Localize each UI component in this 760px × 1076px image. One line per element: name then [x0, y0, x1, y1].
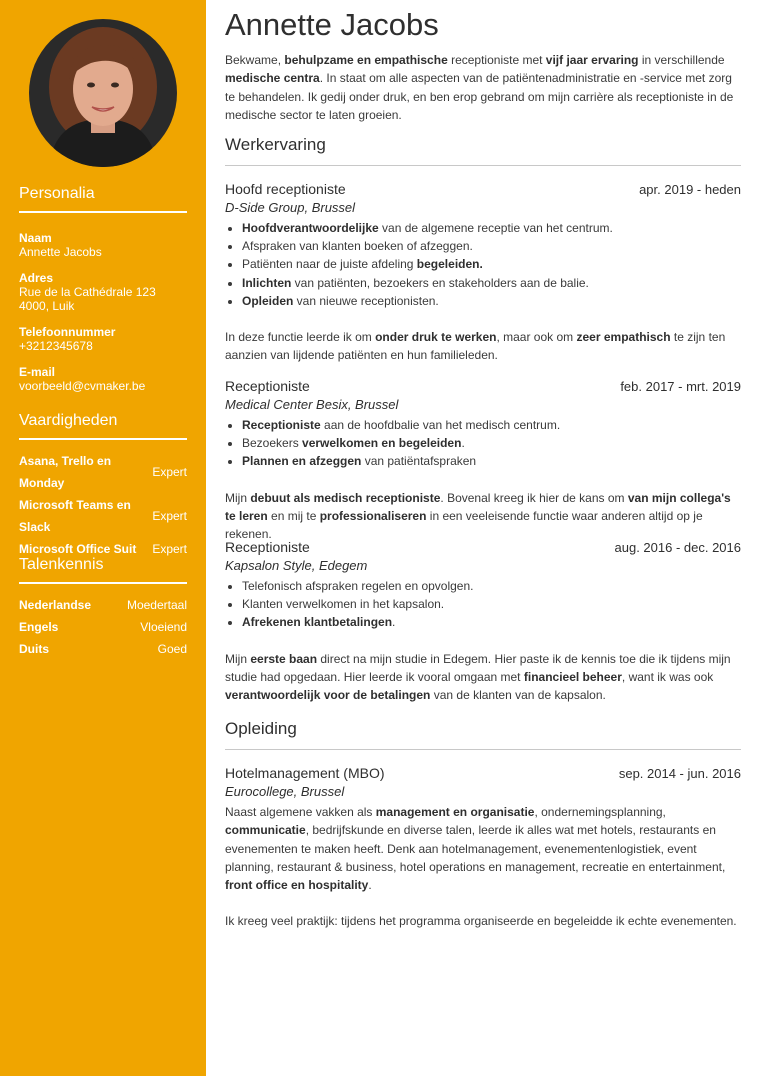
phone-value: +3212345678	[19, 339, 93, 353]
language-item	[19, 616, 187, 638]
languages-section	[19, 556, 187, 660]
job-bullets	[225, 416, 741, 471]
language-level: Vloeiend	[140, 620, 187, 634]
address-line1: Rue de la Cathédrale 123	[19, 285, 156, 299]
email-value: voorbeeld@cvmaker.be	[19, 379, 146, 393]
list-item: • Afspraken van klanten boeken of afzeggen.	[242, 237, 741, 255]
job-company: Medical Center Besix, Brussel	[225, 397, 399, 412]
experience-heading: Werkervaring	[225, 135, 741, 166]
address-label: Adres	[19, 271, 54, 285]
job-title: Receptioniste	[225, 378, 310, 394]
language-name: Engels	[19, 620, 59, 634]
name-label: Naam	[19, 231, 52, 245]
skills-heading: Vaardigheden	[19, 412, 187, 440]
skill-item	[19, 494, 187, 538]
job-date: feb. 2017 - mrt. 2019	[620, 379, 741, 394]
language-name: Duits	[19, 642, 49, 656]
education-description: Naast algemene vakken als management en organisatie, ondernemingsplanning, communicatie, bedrijfskunde en diverse talen, leerde ik alles wat met hotels, restaurants en evenementen te maken heeft. Denk aan hotelmanagement, evenementenlogistiek, event planning, restaurant & business, hotel operations en management, recreatie en entertainment, front office en hospitality.	[225, 805, 726, 893]
list-item: • Afrekenen klantbetalingen.	[242, 613, 741, 631]
job-description: Mijn eerste baan direct na mijn studie in Edegem. Hier paste ik de kennis toe die ik tijdens mijn studie had opgedaan. Hier leerde ik vooral omgaan met financieel beheer, want ik was ook verantwoordelijk voor de betalingen van de klanten van de kapsalon.	[225, 651, 731, 703]
list-item: • Inlichten van patiënten, bezoekers en stakeholders aan de balie.	[242, 274, 741, 292]
skill-level: Expert	[152, 542, 187, 556]
profile-photo	[29, 19, 177, 167]
skill-name: Microsoft Office Suit	[19, 542, 137, 556]
list-item: • Patiënten naar de juiste afdeling begeleiden.	[242, 255, 741, 273]
sidebar	[0, 0, 206, 1076]
job-entry	[225, 181, 741, 365]
skill-name: Microsoft Teams en Slack	[19, 498, 131, 534]
skill-name: Asana, Trello en Monday	[19, 454, 112, 490]
education-entry	[225, 765, 741, 931]
page-title: Annette Jacobs	[225, 7, 439, 42]
skills-section	[19, 412, 187, 560]
job-bullets	[225, 219, 741, 310]
language-item	[19, 594, 187, 616]
skill-item	[19, 450, 187, 494]
job-bullets	[225, 577, 741, 632]
skill-level: Expert	[152, 509, 187, 523]
skill-level: Expert	[152, 465, 187, 479]
job-company: Kapsalon Style, Edegem	[225, 558, 368, 573]
list-item: • Telefonisch afspraken regelen en opvolgen.	[242, 577, 741, 595]
list-item: • Plannen en afzeggen van patiëntafspraken	[242, 452, 741, 470]
job-date: apr. 2019 - heden	[639, 182, 741, 197]
job-company: D-Side Group, Brussel	[225, 200, 356, 215]
address-line2: 4000, Luik	[19, 299, 75, 313]
personalia-heading: Personalia	[19, 185, 187, 213]
education-note: Ik kreeg veel praktijk: tijdens het programma organiseerde en begeleidde ik echte evenementen.	[225, 914, 737, 929]
language-name: Nederlandse	[19, 598, 92, 612]
personalia-section	[19, 185, 187, 393]
job-title: Hoofd receptioniste	[225, 181, 346, 197]
avatar	[29, 19, 177, 167]
list-item: • Hoofdverantwoordelijke van de algemene receptie van het centrum.	[242, 219, 741, 237]
phone-label: Telefoonnummer	[19, 325, 116, 339]
education-date: sep. 2014 - jun. 2016	[618, 766, 741, 781]
name-value: Annette Jacobs	[19, 245, 102, 259]
list-item: • Klanten verwelkomen in het kapsalon.	[242, 595, 741, 613]
language-level: Moedertaal	[126, 598, 187, 612]
job-entry	[225, 539, 741, 705]
list-item: • Opleiden van nieuwe receptionisten.	[242, 292, 741, 310]
job-description: In deze functie leerde ik om onder druk te werken, maar ook om zeer empathisch te zijn ten aanzien van lijdende patiënten en hun familieleden.	[225, 330, 726, 363]
list-item: • Receptioniste aan de hoofdbalie van het medisch centrum.	[242, 416, 741, 434]
list-item: • Bezoekers verwelkomen en begeleiden.	[242, 434, 741, 452]
job-entry	[225, 378, 741, 544]
summary: Bekwame, behulpzame en empathische receptioniste met vijf jaar ervaring in verschillende medische centra. In staat om alle aspecten van de patiëntenadministratie en -service met zorg te behandelen. Ik gedij onder druk, en ben erop gebrand om mijn carrière als receptioniste in de medische sector te laten groeien.	[225, 53, 734, 122]
education-heading: Opleiding	[225, 719, 741, 750]
job-description: Mijn debuut als medisch receptioniste. Bovenal kreeg ik hier de kans om van mijn collega's te leren en mij te professionaliseren in een veeleisende functie waar anderen altijd op je rekenen.	[225, 490, 731, 542]
education-title: Hotelmanagement (MBO)	[225, 765, 385, 781]
job-title: Receptioniste	[225, 539, 310, 555]
language-level: Goed	[157, 642, 187, 656]
education-school: Eurocollege, Brussel	[225, 784, 345, 799]
languages-heading: Talenkennis	[19, 556, 187, 584]
email-label: E-mail	[19, 365, 56, 379]
job-date: aug. 2016 - dec. 2016	[614, 540, 741, 555]
language-item	[19, 638, 187, 660]
